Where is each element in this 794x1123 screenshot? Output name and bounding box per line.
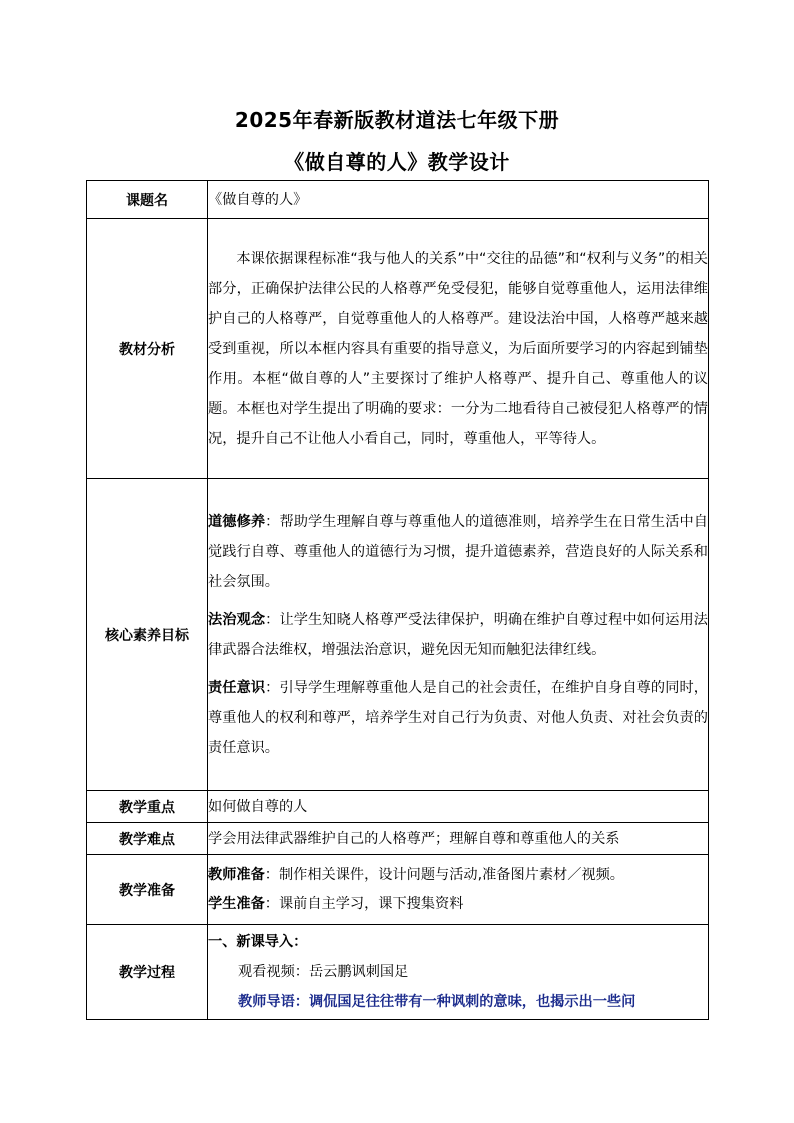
table-row-prep bbox=[87, 855, 709, 925]
table-row-goals bbox=[87, 479, 709, 791]
table-row-process bbox=[87, 925, 709, 1020]
table-row-key-point bbox=[87, 791, 709, 823]
teacher-prep-heading: 教师准备 bbox=[208, 866, 265, 883]
process-section-heading: 一、新课导入： bbox=[208, 934, 308, 950]
student-prep bbox=[208, 890, 708, 919]
teacher-prep-text: ：制作相关课件，设计问题与活动,准备图片素材／视频。 bbox=[264, 866, 624, 883]
process-video-line: 观看视频：岳云鹏讽刺国足 bbox=[238, 964, 409, 980]
material-analysis-cell bbox=[208, 219, 709, 479]
row-label-process: 教学过程 bbox=[87, 925, 208, 1020]
student-prep-heading: 学生准备 bbox=[208, 895, 265, 912]
goal-item bbox=[208, 673, 708, 763]
document-subtitle: 《做自尊的人》教学设计 bbox=[284, 150, 510, 174]
row-label-topic: 课题名 bbox=[87, 181, 208, 219]
table-row-topic bbox=[87, 181, 709, 219]
material-analysis-text: 本课依据课程标准“我与他人的关系”中“交往的品德”和“权利与义务”的相关部分，正确保护法律公民的人格尊严免受侵犯，能够自觉尊重他人，运用法律维护自己的人格尊严，自觉尊重他人的人格尊严。建设法治中国，人格尊严越来越受到重视，所以本框内容具有重要的指导意义，为后面所要学习的内容起到铺垫作用。本框“做自尊的人”主要探讨了维护人格尊严、提升自己、尊重他人的议题。本框也对学生提出了明确的要求：一分为二地看待自己被侵犯人格尊严的情况，提升自己不让他人小看自己，同时，尊重他人，平等待人。 bbox=[208, 250, 708, 447]
key-point-value: 如何做自尊的人 bbox=[208, 791, 709, 823]
table-row-difficulty bbox=[87, 823, 709, 855]
difficulty-value: 学会用法律武器维护自己的人格尊严；理解自尊和尊重他人的关系 bbox=[208, 823, 709, 855]
student-prep-text: ：课前自主学习，课下搜集资料 bbox=[264, 895, 464, 912]
prep-cell bbox=[208, 855, 709, 925]
goals-cell bbox=[208, 479, 709, 791]
teacher-prep bbox=[208, 861, 708, 890]
row-label-key-point: 教学重点 bbox=[87, 791, 208, 823]
goal-heading: 责任意识 bbox=[208, 679, 266, 696]
row-label-material: 教材分析 bbox=[87, 219, 208, 479]
topic-value: 《做自尊的人》 bbox=[208, 181, 709, 219]
row-label-difficulty: 教学难点 bbox=[87, 823, 208, 855]
goal-item bbox=[208, 605, 708, 665]
goal-text: ：引导学生理解尊重他人是自己的社会责任，在维护自身自尊的同时，尊重他人的权利和尊严，培养学生对自己行为负责、对他人负责、对社会负责的责任意识。 bbox=[208, 679, 708, 756]
process-teacher-guide: 教师导语：调侃国足往往带有一种讽刺的意味，也揭示出一些问 bbox=[238, 994, 636, 1010]
goal-text: ：让学生知晓人格尊严受法律保护，明确在维护自尊过程中如何运用法律武器合法维权，增强法治意识，避免因无知而触犯法律红线。 bbox=[208, 611, 708, 658]
document-title: 2025年春新版教材道法七年级下册 bbox=[234, 108, 560, 132]
lesson-plan-table bbox=[86, 180, 709, 1020]
goal-heading: 道德修养 bbox=[208, 513, 266, 530]
goal-text: ：帮助学生理解自尊与尊重他人的道德准则，培养学生在日常生活中自觉践行自尊、尊重他人的道德行为习惯，提升道德素养，营造良好的人际关系和社会氛围。 bbox=[208, 513, 708, 590]
table-row-material bbox=[87, 219, 709, 479]
process-cell bbox=[208, 925, 709, 1020]
goal-item bbox=[208, 507, 708, 597]
row-label-goals: 核心素养目标 bbox=[87, 479, 208, 791]
row-label-prep: 教学准备 bbox=[87, 855, 208, 925]
goal-heading: 法治观念 bbox=[208, 611, 266, 628]
